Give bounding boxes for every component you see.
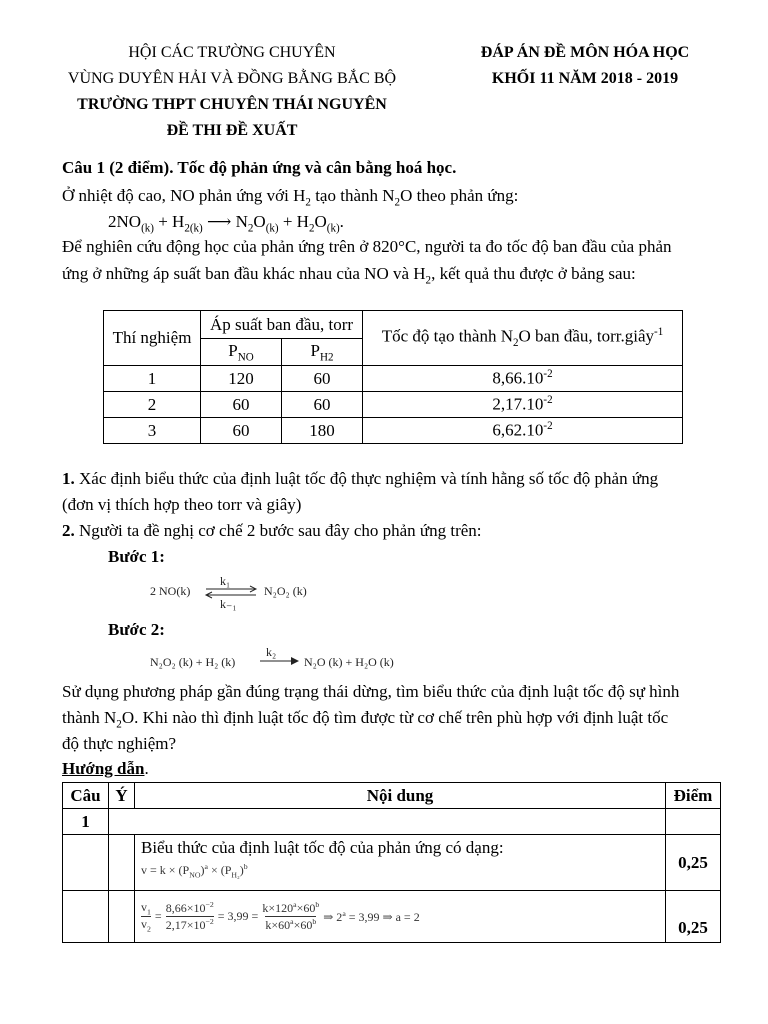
data-table <box>103 310 683 444</box>
header-y: Ý <box>109 783 135 809</box>
rate-law-formula: $v = k \times (P_{NO})^a \times (P_{H_2})^b$ <box>141 862 248 880</box>
question-steady-state-2: thành $N_2O$. Khi nào thì định luật tốc độ tìm được từ cơ chế trên phù hợp với định luật tốc <box>62 708 669 731</box>
table-row: 1 120 60 $8,66.10^{-2}$ <box>104 366 683 392</box>
header-cau: Câu <box>63 783 109 809</box>
guide-heading: Hướng dẫn. <box>62 759 149 778</box>
mech1-right: N₂O₂ (k) <box>264 584 307 598</box>
col-pno: $P_{NO}$ <box>201 339 282 366</box>
answer-table <box>62 782 721 943</box>
question-para1: Để nghiên cứu động học của phản ứng trên ở 820°C, người ta đo tốc độ ban đầu của phản <box>62 237 672 256</box>
question-steady-state-3: độ thực nghiệm? <box>62 734 177 753</box>
mech1-k-1: k₋₁ <box>220 597 237 611</box>
col-experiment: Thí nghiệm <box>104 311 201 366</box>
col-rate: Tốc độ tạo thành $N_2O$ ban đầu, torr.giây$^{-1}$ <box>363 311 683 366</box>
header-point: Điểm <box>666 783 721 809</box>
header-region: VÙNG DUYÊN HẢI VÀ ĐỒNG BẰNG BẮC BỘ <box>67 70 397 87</box>
header-grade-year: KHỐI 11 NĂM 2018 - 2019 <box>491 70 679 87</box>
task-2: 2. Người ta đề nghị cơ chế 2 bước sau đây cho phản ứng trên: <box>62 521 482 540</box>
header-content: Nội dung <box>135 783 666 809</box>
table-row <box>63 891 721 943</box>
table-row: 3 60 180 $6,62.10^{-2}$ <box>104 418 683 444</box>
row1-text: Biểu thức của định luật tốc độ của phản ứng có dạng: <box>141 838 504 857</box>
question-steady-state-1: Sử dụng phương pháp gần đúng trạng thái dừng, tìm biểu thức của định luật tốc độ sự hình <box>62 682 680 701</box>
col-pressure: Áp suất ban đầu, torr <box>201 311 363 339</box>
mech1-left: 2 NO(k) <box>150 584 191 598</box>
table-row: 2 60 60 $2,17.10^{-2}$ <box>104 392 683 418</box>
task-1: 1. Xác định biểu thức của định luật tốc độ thực nghiệm và tính hằng số tốc độ phản ứng <box>62 469 659 488</box>
task-1-cont: (đơn vị thích hợp theo torr và giây) <box>62 495 302 514</box>
header-association: HỘI CÁC TRƯỜNG CHUYÊN <box>128 44 336 61</box>
question-title: Câu 1 (2 điểm). Tốc độ phản ứng và cân bằng hoá học. <box>62 158 457 177</box>
question-para2: ứng ở những áp suất ban đầu khác nhau của NO và $H_2$, kết quả thu được ở bảng sau: <box>62 264 636 287</box>
mech2-right: N₂O (k) + H₂O (k) <box>304 655 394 669</box>
header-answer-title: ĐÁP ÁN ĐỀ MÔN HÓA HỌC <box>480 44 690 61</box>
mech2-left: N₂O₂ (k) + H₂ (k) <box>150 655 236 669</box>
header-exam-type: ĐỀ THI ĐỀ XUẤT <box>166 122 298 139</box>
row2-point: 0,25 <box>666 891 721 943</box>
col-ph2: $P_{H2}$ <box>282 339 363 366</box>
header-school: TRƯỜNG THPT CHUYÊN THÁI NGUYÊN <box>77 96 387 113</box>
question-intro: Ở nhiệt độ cao, NO phản ứng với $H_2$ tạo thành $N_2O$ theo phản ứng: <box>62 186 519 209</box>
mech1-k1: k₁ <box>220 574 231 588</box>
step2-label: Bước 2: <box>108 620 165 639</box>
table-row <box>63 835 721 891</box>
ratio-formula: $\frac{v_1}{v_2}$ = $\frac{8,66\times 10^{-2}}{2,17\times 10^{-2}}$ = 3,99 = $\frac{k\times 120^a\times 60^b}{k\times 60^a\times 60^b}$ ⇒ $2^a = 3,99$ ⇒ a = 2 <box>141 899 420 934</box>
mech2-k2: k₂ <box>266 645 277 659</box>
reaction-equation: $2NO_{(k)} + H_{2(k)}$ ⟶ $N_2O_{(k)} + H_2O_{(k)}$. <box>108 212 344 235</box>
forward-arrow-icon <box>258 656 300 666</box>
cau-number: 1 <box>63 809 109 835</box>
step1-label: Bước 1: <box>108 547 165 566</box>
row1-point: 0,25 <box>666 835 721 891</box>
